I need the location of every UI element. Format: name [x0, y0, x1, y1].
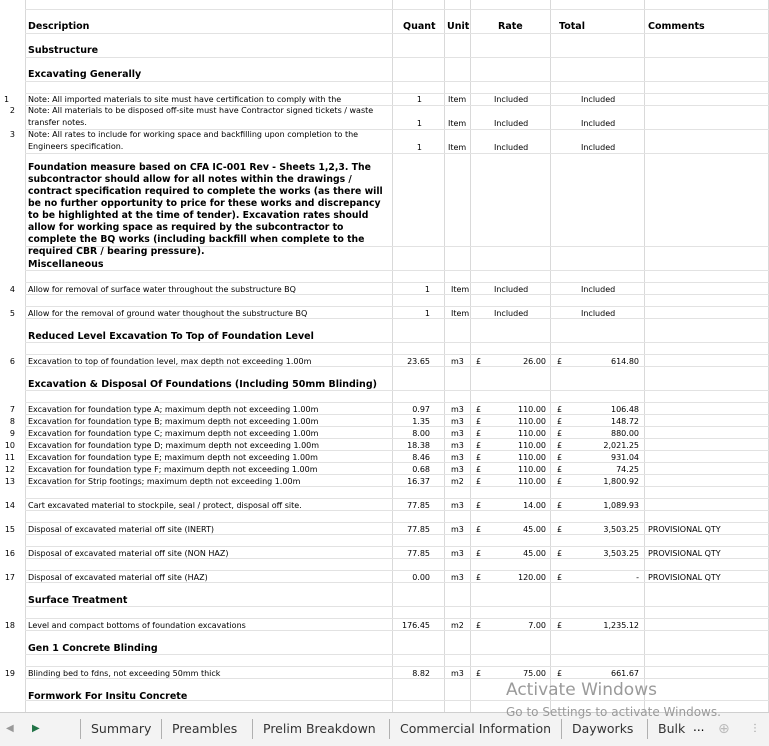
row-number: 6 [9, 357, 15, 366]
add-sheet-icon[interactable]: ⊕ [718, 721, 730, 737]
item-description[interactable]: Note: All rates to include for working space and backfilling upon completion to the [28, 130, 359, 139]
row-number: 12 [4, 465, 15, 474]
currency-symbol[interactable]: £ [557, 525, 563, 534]
item-comment[interactable]: PROVISIONAL QTY [648, 573, 721, 582]
item-comment[interactable]: PROVISIONAL QTY [648, 525, 721, 534]
item-rate[interactable]: 110.00 [518, 441, 546, 450]
item-description[interactable]: Excavation for foundation type A; maximum depth not exceeding 1.00m [28, 405, 319, 414]
item-unit[interactable]: Item [451, 285, 470, 294]
item-total[interactable]: 661.67 [611, 669, 639, 678]
item-quant[interactable]: 1 [424, 285, 430, 294]
item-description[interactable]: Disposal of excavated material off site (HAZ) [28, 573, 208, 582]
row-number: 3 [9, 130, 15, 139]
item-rate[interactable]: 120.00 [518, 573, 546, 582]
currency-symbol[interactable]: £ [557, 669, 563, 678]
row-number: 11 [4, 453, 15, 462]
row-number: 16 [4, 549, 15, 558]
row-gridline [25, 33, 769, 34]
item-total[interactable]: 1,800.92 [603, 477, 639, 486]
currency-symbol[interactable]: £ [557, 453, 563, 462]
section-excavation-disposal[interactable]: Excavation & Disposal Of Foundations (Including 50mm Blinding) [28, 379, 377, 390]
item-unit[interactable]: m3 [451, 501, 464, 510]
item-rate[interactable]: Included [494, 309, 529, 318]
item-quant[interactable]: 1 [416, 119, 422, 128]
item-description[interactable]: Excavation for foundation type C; maximum depth not exceeding 1.00m [28, 429, 319, 438]
header-description[interactable]: Description [28, 21, 90, 32]
item-quant[interactable]: 8.46 [412, 453, 430, 462]
header-comments[interactable]: Comments [648, 21, 705, 32]
row-gridline [25, 522, 769, 523]
item-quant[interactable]: 16.37 [407, 477, 430, 486]
item-unit[interactable]: m3 [451, 429, 464, 438]
currency-symbol[interactable]: £ [476, 549, 482, 558]
row-gridline [25, 570, 769, 571]
row-number: 13 [4, 477, 15, 486]
item-description[interactable]: Level and compact bottoms of foundation excavations [28, 621, 246, 630]
currency-symbol[interactable]: £ [476, 405, 482, 414]
currency-symbol[interactable]: £ [476, 669, 482, 678]
item-total[interactable]: 614.80 [611, 357, 639, 366]
foundation-note-paragraph[interactable]: Foundation measure based on CFA IC-001 Rev - Sheets 1,2,3. The subcontractor should allow for all notes within the drawings / contract specification required to complete the works (as there will be no further opportunity to price for these works and discrepancy to be highlighted at the time of tender). Excavation rates should allow for working space as required by the subcontractor to complete the BQ works (including backfill when complete to the required CBR / bearing pressure). [28, 162, 383, 257]
item-quant[interactable]: 176.45 [402, 621, 430, 630]
item-total[interactable]: Included [581, 95, 616, 104]
item-quant[interactable]: 1.35 [412, 417, 430, 426]
item-total[interactable]: Included [581, 143, 616, 152]
item-description[interactable]: Excavation for foundation type D; maximum depth not exceeding 1.00m [28, 441, 320, 450]
currency-symbol[interactable]: £ [476, 501, 482, 510]
header-rate[interactable]: Rate [498, 21, 523, 32]
item-rate[interactable]: 14.00 [523, 501, 546, 510]
currency-symbol[interactable]: £ [476, 477, 482, 486]
item-rate[interactable]: 110.00 [518, 465, 546, 474]
item-description[interactable]: Disposal of excavated material off site (NON HAZ) [28, 549, 229, 558]
row-gridline [25, 354, 769, 355]
scroll-tabs-right-icon[interactable]: ▶ [32, 723, 40, 734]
tab-dayworks[interactable]: Dayworks [561, 719, 643, 739]
header-quant[interactable]: Quant [403, 21, 436, 32]
item-total[interactable]: 1,089.93 [603, 501, 639, 510]
currency-symbol[interactable]: £ [557, 501, 563, 510]
watermark-subtitle: Go to Settings to activate Windows. [506, 705, 721, 719]
section-surface-treatment[interactable]: Surface Treatment [28, 595, 128, 606]
section-gen1-blinding[interactable]: Gen 1 Concrete Blinding [28, 643, 158, 654]
item-comment[interactable]: PROVISIONAL QTY [648, 549, 721, 558]
currency-symbol[interactable]: £ [476, 357, 482, 366]
item-description-continued[interactable]: Engineers specification. [28, 142, 124, 151]
item-unit[interactable]: Item [451, 309, 470, 318]
section-miscellaneous[interactable]: Miscellaneous [28, 259, 104, 270]
item-description[interactable]: Note: All imported materials to site must have certification to comply with the [28, 95, 342, 104]
more-tabs-ellipsis[interactable]: ... [693, 720, 705, 734]
currency-symbol[interactable]: £ [557, 465, 563, 474]
item-quant[interactable]: 8.82 [412, 669, 430, 678]
item-total[interactable]: 931.04 [611, 453, 639, 462]
item-quant[interactable]: 23.65 [407, 357, 430, 366]
item-total[interactable]: - [636, 573, 639, 582]
item-rate[interactable]: Included [494, 143, 529, 152]
row-gridline [25, 282, 769, 283]
currency-symbol[interactable]: £ [557, 549, 563, 558]
currency-symbol[interactable]: £ [557, 417, 563, 426]
row-gridline [25, 270, 769, 271]
item-quant[interactable]: 77.85 [407, 549, 430, 558]
row-number: 5 [9, 309, 15, 318]
item-unit[interactable]: m3 [451, 573, 464, 582]
row-gridline [25, 618, 769, 619]
row-number: 8 [9, 417, 15, 426]
item-unit[interactable]: m3 [451, 441, 464, 450]
row-number: 18 [4, 621, 15, 630]
currency-symbol[interactable]: £ [476, 465, 482, 474]
item-unit[interactable]: m3 [451, 357, 464, 366]
item-rate[interactable]: 110.00 [518, 453, 546, 462]
item-unit[interactable]: m3 [451, 549, 464, 558]
item-total[interactable]: 106.48 [611, 405, 639, 414]
currency-symbol[interactable]: £ [476, 453, 482, 462]
row-gridline [25, 390, 769, 391]
item-description[interactable]: Note: All materials to be disposed off-site must have Contractor signed tickets / waste [28, 106, 374, 115]
row-gridline [25, 342, 769, 343]
item-total[interactable]: 148.72 [611, 417, 639, 426]
item-total[interactable]: 2,021.25 [603, 441, 639, 450]
scroll-tabs-left-icon[interactable]: ◀ [6, 723, 14, 734]
item-rate[interactable]: 26.00 [523, 357, 546, 366]
section-substructure[interactable]: Substructure [28, 45, 99, 56]
item-rate[interactable]: Included [494, 119, 529, 128]
item-quant[interactable]: 0.97 [412, 405, 430, 414]
tab-commercial-information[interactable]: Commercial Information [389, 719, 561, 739]
item-unit[interactable]: m2 [451, 621, 464, 630]
currency-symbol[interactable]: £ [557, 405, 563, 414]
row-number: 9 [9, 429, 15, 438]
item-total[interactable]: 74.25 [616, 465, 639, 474]
item-total[interactable]: Included [581, 309, 616, 318]
row-gridline [25, 81, 769, 82]
row-gridline [25, 9, 769, 10]
header-unit[interactable]: Unit [447, 21, 470, 32]
item-rate[interactable]: 45.00 [523, 549, 546, 558]
row-gridline [25, 498, 769, 499]
row-number: 19 [4, 669, 15, 678]
item-description[interactable]: Blinding bed to fdns, not exceeding 50mm thick [28, 669, 221, 678]
item-unit[interactable]: m2 [451, 477, 464, 486]
item-description[interactable]: Excavation for foundation type B; maximum depth not exceeding 1.00m [28, 417, 319, 426]
currency-symbol[interactable]: £ [557, 441, 563, 450]
item-description[interactable]: Allow for the removal of ground water thoughout the substructure BQ [28, 309, 308, 318]
item-total[interactable]: 3,503.25 [603, 525, 639, 534]
tab-bar-options-icon[interactable]: ⋮ [750, 723, 760, 734]
item-rate[interactable]: Included [494, 285, 529, 294]
item-unit[interactable]: Item [448, 95, 467, 104]
item-quant[interactable]: 1 [416, 95, 422, 104]
tab-summary[interactable]: Summary [80, 719, 161, 739]
currency-symbol[interactable]: £ [476, 429, 482, 438]
item-description[interactable]: Disposal of excavated material off site (INERT) [28, 525, 214, 534]
item-total[interactable]: 880.00 [611, 429, 639, 438]
currency-symbol[interactable]: £ [476, 417, 482, 426]
item-rate[interactable]: 75.00 [523, 669, 546, 678]
item-quant[interactable]: 77.85 [407, 501, 430, 510]
section-reduced-level[interactable]: Reduced Level Excavation To Top of Foundation Level [28, 331, 314, 342]
currency-symbol[interactable]: £ [476, 573, 482, 582]
item-quant[interactable]: 0.68 [412, 465, 430, 474]
item-rate[interactable]: 110.00 [518, 417, 546, 426]
item-rate[interactable]: Included [494, 95, 529, 104]
item-rate[interactable]: 110.00 [518, 405, 546, 414]
item-description[interactable]: Excavation for Strip footings; maximum depth not exceeding 1.00m [28, 477, 301, 486]
item-quant[interactable]: 1 [424, 309, 430, 318]
item-rate[interactable]: 45.00 [523, 525, 546, 534]
section-formwork[interactable]: Formwork For Insitu Concrete [28, 691, 188, 702]
currency-symbol[interactable]: £ [476, 525, 482, 534]
row-number: 2 [9, 106, 15, 115]
tab-prelim-breakdown[interactable]: Prelim Breakdown [252, 719, 386, 739]
currency-symbol[interactable]: £ [476, 441, 482, 450]
row-gridline [25, 666, 769, 667]
item-unit[interactable]: m3 [451, 405, 464, 414]
row-gridline [25, 153, 769, 154]
currency-symbol[interactable]: £ [557, 477, 563, 486]
item-quant[interactable]: 1 [416, 143, 422, 152]
item-total[interactable]: Included [581, 285, 616, 294]
row-number: 7 [9, 405, 15, 414]
item-unit[interactable]: m3 [451, 465, 464, 474]
tab-preambles[interactable]: Preambles [161, 719, 247, 739]
section-excavating-generally[interactable]: Excavating Generally [28, 69, 142, 80]
currency-symbol[interactable]: £ [557, 573, 563, 582]
row-number: 15 [4, 525, 15, 534]
item-unit[interactable]: m3 [451, 453, 464, 462]
item-description[interactable]: Cart excavated material to stockpile, seal / protect, disposal off site. [28, 501, 302, 510]
row-number: 4 [9, 285, 15, 294]
item-quant[interactable]: 18.38 [407, 441, 430, 450]
tab-bulk[interactable]: Bulk [647, 719, 695, 739]
item-quant[interactable]: 0.00 [412, 573, 430, 582]
currency-symbol[interactable]: £ [476, 621, 482, 630]
watermark-title: Activate Windows [506, 680, 657, 700]
item-description[interactable]: Excavation for foundation type E; maximum depth not exceeding 1.00m [28, 453, 318, 462]
row-gridline [25, 546, 769, 547]
item-unit[interactable]: m3 [451, 417, 464, 426]
row-gridline [25, 57, 769, 58]
item-unit[interactable]: m3 [451, 525, 464, 534]
item-unit[interactable]: Item [448, 119, 467, 128]
header-total[interactable]: Total [559, 21, 585, 32]
row-number: 10 [4, 441, 15, 450]
currency-symbol[interactable]: £ [557, 621, 563, 630]
row-number: 14 [4, 501, 15, 510]
item-quant[interactable]: 8.00 [412, 429, 430, 438]
item-rate[interactable]: 110.00 [518, 429, 546, 438]
item-description-continued[interactable]: transfer notes. [28, 118, 87, 127]
item-description[interactable]: Excavation for foundation type F; maximum depth not exceeding 1.00m [28, 465, 318, 474]
row-gridline [25, 306, 769, 307]
item-total[interactable]: 1,235.12 [603, 621, 639, 630]
item-total[interactable]: Included [581, 119, 616, 128]
row-gridline [25, 606, 769, 607]
item-description[interactable]: Excavation to top of foundation level, max depth not exceeding 1.00m [28, 357, 312, 366]
item-rate[interactable]: 7.00 [528, 621, 546, 630]
currency-symbol[interactable]: £ [557, 429, 563, 438]
row-number: 17 [4, 573, 15, 582]
currency-symbol[interactable]: £ [557, 357, 563, 366]
item-rate[interactable]: 110.00 [518, 477, 546, 486]
item-unit[interactable]: Item [448, 143, 467, 152]
row-number: 1 [4, 95, 10, 104]
item-quant[interactable]: 77.85 [407, 525, 430, 534]
row-gridline [25, 402, 769, 403]
item-total[interactable]: 3,503.25 [603, 549, 639, 558]
row-gridline [25, 654, 769, 655]
item-unit[interactable]: m3 [451, 669, 464, 678]
item-description[interactable]: Allow for removal of surface water throughout the substructure BQ [28, 285, 296, 294]
